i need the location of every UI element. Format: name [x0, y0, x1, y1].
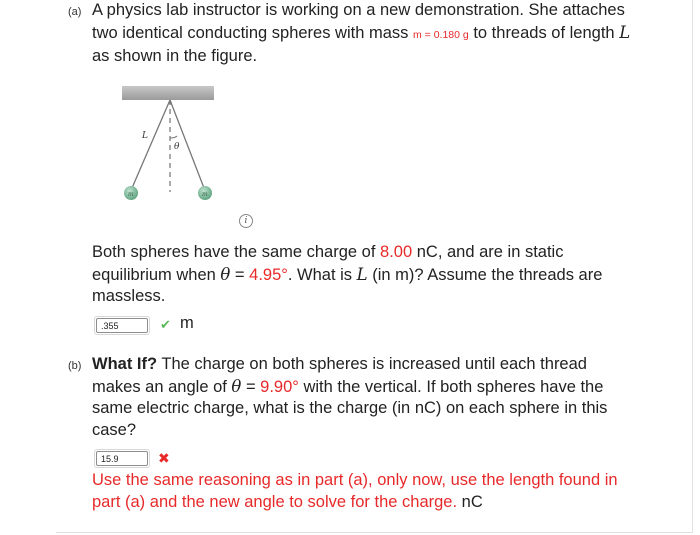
intro-text: two identical conducting spheres with mass: [92, 23, 413, 42]
part-b-question-line-1: [92, 354, 682, 376]
info-icon[interactable]: i: [239, 214, 253, 228]
part-a-intro-line-1: A physics lab instructor is working on a new demonstration. She attaches: [92, 1, 625, 19]
part-a-label: (a): [68, 6, 82, 18]
feedback-text: part (a) and the new angle to solve for the charge.: [92, 492, 458, 511]
part-b-answer-input[interactable]: 15.9: [96, 451, 148, 466]
mass-value: m = 0.180 g: [413, 28, 469, 41]
part-b-question-line-3: same electric charge, what is the charge (in nC) on each sphere in this: [92, 399, 608, 417]
part-a-question: [92, 242, 682, 308]
feedback-unit: nC: [457, 492, 483, 511]
ceiling: [122, 86, 214, 100]
part-a-question-line-3: massless.: [92, 287, 166, 305]
part-a-intro-line-3: as shown in the figure.: [92, 47, 258, 65]
length-label: L: [142, 131, 148, 141]
question-text: Both spheres have the same charge of: [92, 243, 381, 261]
part-b-feedback: [92, 470, 682, 513]
theta-symbol: θ: [220, 264, 231, 284]
part-b-label: (b): [68, 360, 82, 372]
question-text: equilibrium when: [92, 265, 221, 284]
angle-arc: [170, 136, 177, 138]
checkmark-icon: ✔: [160, 317, 171, 332]
length-symbol: L: [356, 264, 368, 284]
question-text: . What is: [287, 265, 357, 284]
question-text: =: [241, 377, 261, 396]
question-text: (in m)? Assume the threads are: [367, 265, 603, 284]
angle-value: 9.90°: [260, 377, 299, 396]
part-b-question-line-2: [92, 376, 682, 399]
question-text: nC, and are in static: [412, 243, 564, 261]
theta-symbol: θ: [231, 376, 242, 396]
right-sphere-label: m: [202, 191, 208, 198]
feedback-line-2: [92, 492, 682, 514]
part-a-answer-unit: m: [180, 314, 194, 332]
theta-label: θ: [174, 142, 180, 152]
angle-value: 4.95°: [249, 265, 288, 284]
question-text: makes an angle of: [92, 377, 232, 396]
charge-value: 8.00: [380, 243, 413, 261]
part-b-question-line-4: case?: [92, 420, 137, 439]
length-symbol: L: [619, 22, 631, 42]
what-if-heading: What If?: [92, 355, 158, 373]
x-mark-icon: ✖: [158, 450, 170, 466]
part-a-answer-input[interactable]: .355: [96, 318, 148, 333]
question-text: =: [230, 265, 250, 284]
question-text: The charge on both spheres is increased until each thread: [157, 355, 587, 373]
part-a-question-line-2: [92, 264, 682, 287]
part-a-question-line-1: [92, 242, 682, 264]
left-sphere-label: m: [128, 191, 134, 198]
part-a-intro-line-2: [92, 22, 682, 47]
feedback-line-1: Use the same reasoning as in part (a), only now, use the length found in: [92, 471, 618, 489]
left-thread: [132, 100, 170, 188]
question-text: with the vertical. If both spheres have the: [298, 377, 604, 396]
part-b-question: [92, 354, 682, 441]
part-a-intro: [92, 0, 682, 68]
pendulum-figure: [112, 80, 232, 205]
intro-text: to threads of length: [468, 23, 620, 42]
